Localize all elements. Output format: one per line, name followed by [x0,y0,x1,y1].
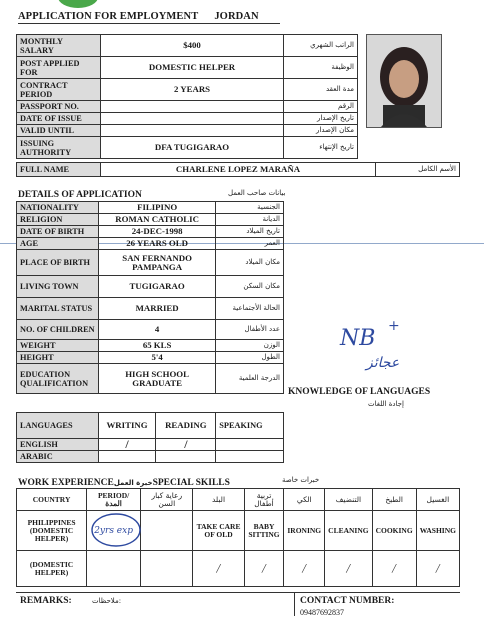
info-row [17,79,358,101]
detail-label: DATE OF BIRTH [17,226,99,238]
detail-value: HIGH SCHOOL GRADUATE [98,364,215,394]
info-arabic: تاريخ الإصدار [284,113,358,125]
detail-arabic: مكان السكن [216,276,284,298]
info-arabic: الراتب الشهري [284,35,358,57]
portrait-image [367,35,441,127]
skill-label: CLEANING [325,511,372,551]
language-row-english [17,439,284,451]
info-label: PASSPORT NO. [17,101,101,113]
reading-header: READING [156,413,216,439]
work-row-1 [17,511,460,551]
english-speaking-mark [216,439,284,451]
skill-header-arabic: التنضيف [325,489,372,511]
detail-value: 4 [98,320,215,340]
logo-blob [58,0,98,8]
detail-value: 24-DEC-1998 [98,226,215,238]
info-value [100,113,283,125]
detail-label: PLACE OF BIRTH [17,250,99,276]
skill-check-icon: ╱ [325,551,372,587]
full-name-arabic: الأسم الكامل [376,163,460,177]
detail-label: NATIONALITY [17,202,99,214]
country-header: COUNTRY [17,489,87,511]
info-value [100,125,283,137]
work-heading [18,478,230,488]
languages-table [16,412,284,463]
remarks-label: REMARKS: [20,596,72,606]
detail-value: 65 KLS [98,340,215,352]
contact-label: CONTACT NUMBER: [300,596,395,606]
detail-label: MARITAL STATUS [17,298,99,320]
work-skills-table [16,488,460,587]
info-label: VALID UNTIL [17,125,101,137]
work-period-cell [87,511,141,551]
info-row [17,57,358,79]
detail-value: ROMAN CATHOLIC [98,214,215,226]
skill-label: COOKING [372,511,416,551]
skill-check-icon: ╱ [372,551,416,587]
detail-arabic: الديانة [216,214,284,226]
english-reading-mark: / [156,439,216,451]
detail-value: FILIPINO [98,202,215,214]
detail-value: 5'4 [98,352,215,364]
work-experience-title: WORK EXPERIENCE [18,478,114,488]
detail-label: AGE [17,238,99,250]
detail-row [17,320,284,340]
language-label: ARABIC [17,451,99,463]
speaking-header: SPEAKING [216,413,284,439]
details-table [16,201,284,394]
applicant-photo [366,34,442,128]
detail-row [17,340,284,352]
skill-check-icon: ╱ [193,551,244,587]
detail-arabic: الجنسية [216,202,284,214]
circle-annotation-icon [89,511,143,549]
info-label: ISSUING AUTHORITY [17,137,101,159]
info-label: DATE OF ISSUE [17,113,101,125]
info-arabic: تاريخ الإنتهاء [284,137,358,159]
info-arabic: مكان الإصدار [284,125,358,137]
detail-arabic: الدرجة العلمية [216,364,284,394]
work-row-spacer [141,511,193,551]
handwritten-note: NB [340,326,376,351]
arabic-speaking-mark [216,451,284,463]
skill-check-icon: ╱ [416,551,459,587]
detail-label: LIVING TOWN [17,276,99,298]
special-skills-arabic: خبرات خاصة [282,476,320,484]
info-label: MONTHLY SALARY [17,35,101,57]
detail-label: RELIGION [17,214,99,226]
skill-label: WASHING [416,511,459,551]
english-writing-mark: / [98,439,156,451]
handwritten-mark: + [388,318,400,334]
work-country: (DOMESTIC HELPER) [17,551,87,587]
info-row [17,137,358,159]
details-heading-arabic: بيانات صاحب العمل [228,189,286,197]
handwritten-arabic-note: عجائز [366,355,400,371]
work-period [87,551,141,587]
skill-label: IRONING [284,511,325,551]
language-row-arabic [17,451,284,463]
detail-row [17,214,284,226]
detail-label: WEIGHT [17,340,99,352]
skill-header-arabic: تربية أطفال [244,489,284,511]
knowledge-heading: KNOWLEDGE OF LANGUAGES [288,387,431,397]
work-row-spacer [141,551,193,587]
info-value [100,101,283,113]
skill-check-icon: ╱ [284,551,325,587]
remarks-arabic: ملاحظات: [92,597,122,605]
detail-row [17,352,284,364]
detail-arabic: تاريخ الميلاد [216,226,284,238]
footer-divider [294,592,295,616]
knowledge-heading-arabic: إجادة اللغات [368,400,404,408]
info-value: $400 [100,35,283,57]
info-value: 2 YEARS [100,79,283,101]
employment-info-table [16,34,358,159]
detail-row [17,276,284,298]
full-name-value: CHARLENE LOPEZ MARAÑA [100,163,375,177]
arabic-writing-mark [98,451,156,463]
work-row-2 [17,551,460,587]
info-value: DFA TUGIGARAO [100,137,283,159]
skill-label: BABY SITTING [244,511,284,551]
detail-value: 26 YEARS OLD [98,238,215,250]
special-skills-title: SPECIAL SKILLS [152,478,230,488]
detail-row [17,364,284,394]
detail-value: SAN FERNANDO PAMPANGA [98,250,215,276]
title-underline [18,23,280,24]
detail-arabic: الوزن [216,340,284,352]
skill-header-arabic: البلد [193,489,244,511]
detail-arabic: عدد الأطفال [216,320,284,340]
info-arabic: الوظيفة [284,57,358,79]
skill-header-arabic: الكي [284,489,325,511]
languages-label: LANGUAGES [17,413,99,439]
detail-row [17,250,284,276]
detail-arabic: الطول [216,352,284,364]
work-period: 2yrs exp [94,525,133,536]
period-header: PERIOD/ المدة [87,489,141,511]
info-label: CONTRACT PERIOD [17,79,101,101]
skill-header-arabic: الطبخ [372,489,416,511]
detail-value: MARRIED [98,298,215,320]
skill-check-icon: ╱ [244,551,284,587]
form-title: APPLICATION FOR EMPLOYMENT [18,11,199,22]
details-heading: DETAILS OF APPLICATION [18,190,142,200]
detail-label: EDUCATION QUALIFICATION [17,364,99,394]
info-value: DOMESTIC HELPER [100,57,283,79]
work-country: PHILIPPINES (DOMESTIC HELPER) [17,511,87,551]
detail-arabic: الحالة الأجتماعية [216,298,284,320]
detail-arabic: العمر [216,238,284,250]
writing-header: WRITING [98,413,156,439]
contact-number: 09487692837 [300,608,344,617]
info-arabic: الرقم [284,101,358,113]
info-arabic: مدة العقد [284,79,358,101]
info-row [17,101,358,113]
detail-value: TUGIGARAO [98,276,215,298]
arabic-reading-mark [156,451,216,463]
full-name-table [16,162,460,177]
detail-label: NO. OF CHILDREN [17,320,99,340]
detail-label: HEIGHT [17,352,99,364]
detail-arabic: مكان الميلاد [216,250,284,276]
destination-country: JORDAN [214,11,259,22]
skill-label: TAKE CARE OF OLD [193,511,244,551]
skill-header-arabic: رعاية كبار السن [141,489,193,511]
info-row [17,125,358,137]
skill-header-arabic: الغسيل [416,489,459,511]
detail-row [17,298,284,320]
detail-row [17,202,284,214]
info-row [17,35,358,57]
page-title [18,11,259,22]
detail-row [17,226,284,238]
work-experience-arabic: خبرة العمل [113,479,153,487]
detail-row [17,238,284,250]
full-name-label: FULL NAME [17,163,101,177]
language-label: ENGLISH [17,439,99,451]
info-row [17,113,358,125]
info-label: POST APPLIED FOR [17,57,101,79]
